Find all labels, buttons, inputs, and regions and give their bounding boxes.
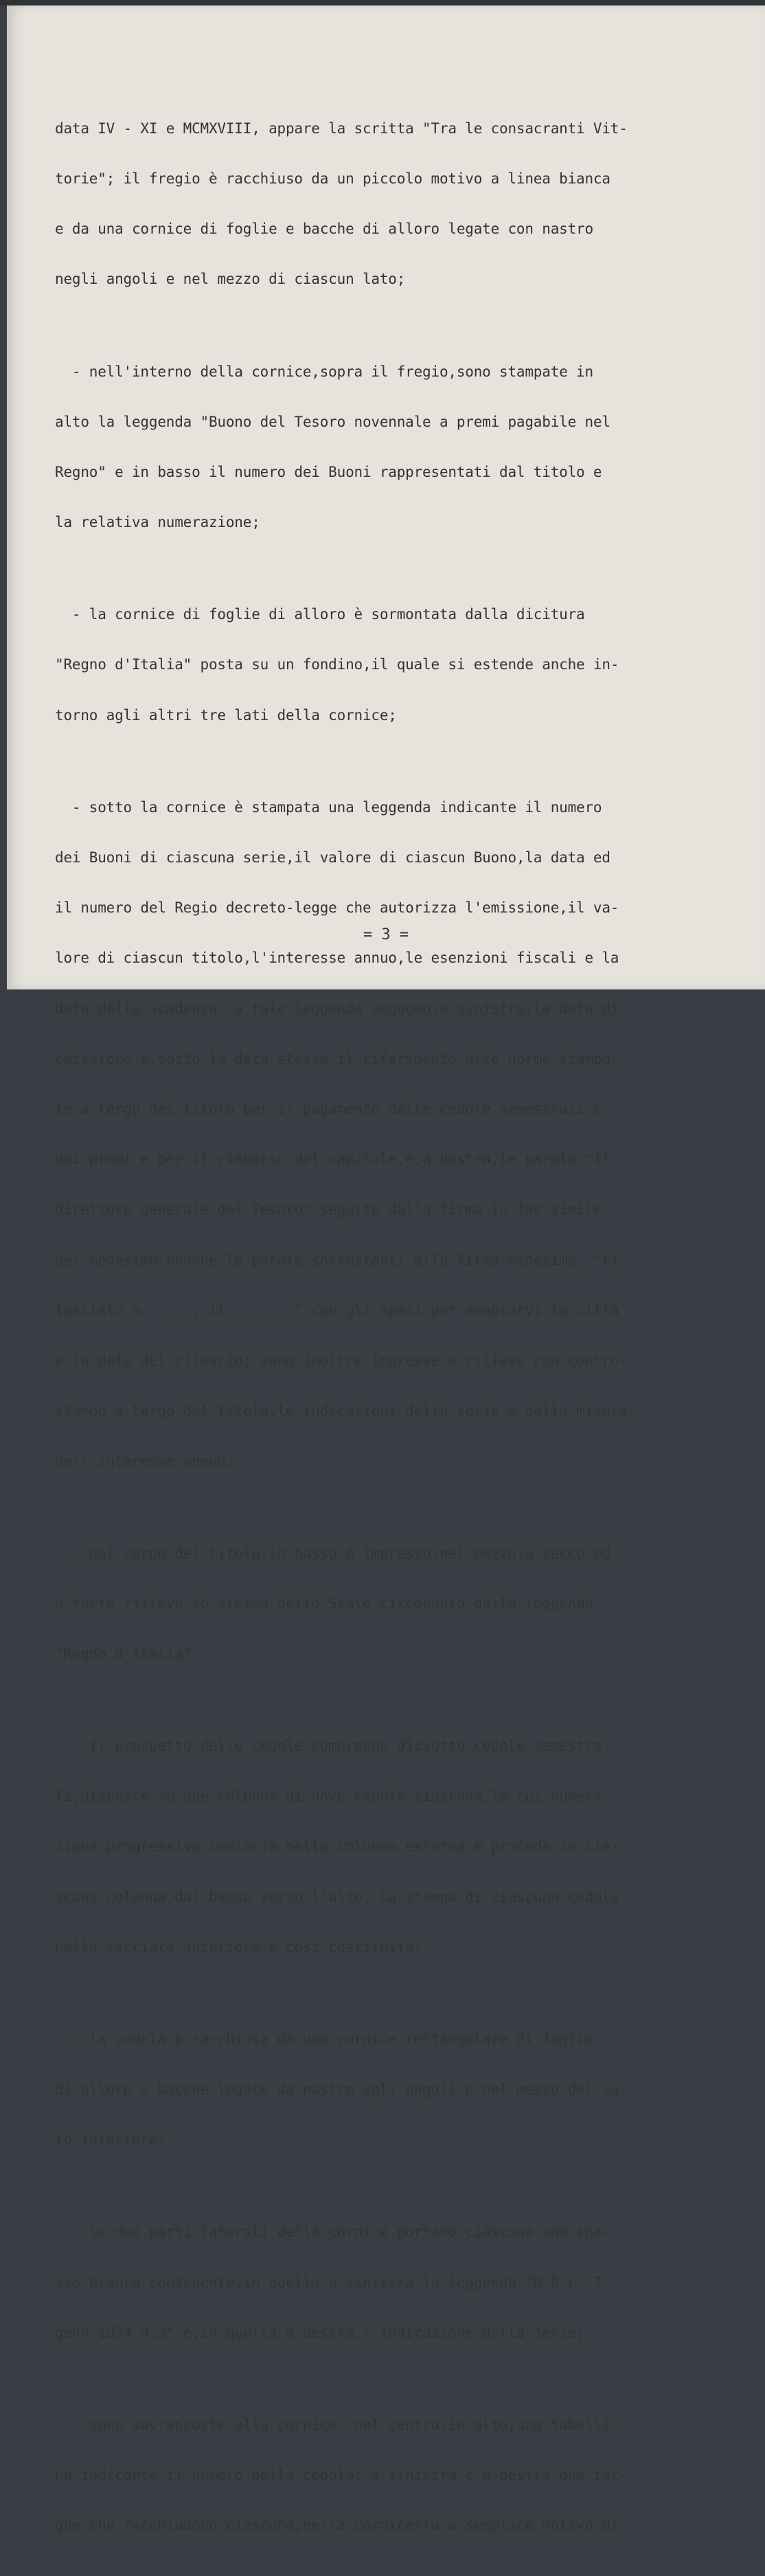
text-line: lore di ciascun titolo,l'interesse annuo,le esenzioni fiscali e la <box>55 950 619 967</box>
text-line: Il prospetto delle cedole comprende diciotto cedole semestra- <box>55 1738 610 1754</box>
text-line: direttore generale del Tesoro" seguite dalla firma in fac-simile <box>55 1201 602 1218</box>
text-line: data della scadenza; a tale leggenda seguono,a sinistra,la data di <box>55 1000 619 1017</box>
paragraph-2 <box>55 330 684 565</box>
text-line: lasciato a .......il ......." con gli spazi per annotarvi la città <box>55 1301 619 1319</box>
document-page <box>7 5 765 2534</box>
paragraph-1 <box>55 87 684 322</box>
text-line: - nell'interno della cornice,sopra il fregio,sono stampate in <box>55 363 593 380</box>
text-line: "Regno d'Italia". <box>55 1645 201 1662</box>
text-line: na indicante il numero della cedola; a sinistra e a destra due tar- <box>55 2467 628 2484</box>
text-line: torie"; il fregio è racchiuso da un piccolo motivo a linea bianca <box>55 170 610 188</box>
paragraph-8 <box>55 2191 684 2375</box>
text-line: "Regno d'Italia" posta su un fondino,il quale si estende anche in- <box>55 656 619 673</box>
text-line: - nel corpo del titolo,in basso,è impresso,nel mezzo,a secco ed <box>55 1545 610 1562</box>
text-line: dei Buoni di ciascuna serie,il valore di ciascun Buono,la data ed <box>55 849 610 866</box>
text-line: emissione e,sotto la data stessa,il riferimento alle norme stampa- <box>55 1050 619 1067</box>
text-line: del medesimo,nonchè le parole,sottostanti alla firma medesima, "ri- <box>55 1251 628 1268</box>
text-line: scuna colonna,dal basso verso l'alto. La stampa di ciascuna cedola <box>55 1888 619 1905</box>
text-line: negli angoli e nel mezzo di ciascun lato; <box>55 271 406 288</box>
text-line: te a tergo del titolo per il pagamento delle cedole semestrali e <box>55 1100 602 1117</box>
text-line: stampo a tergo del titolo,le indicazioni della serie e della misura <box>55 1402 628 1420</box>
text-line: zio bianco contenente,in quella a sinistra,la leggenda "R.D.L. 7 <box>55 2274 602 2291</box>
text-line: dei premi e per il rimborso del capitale,e,a destra,le parole "Il <box>55 1151 610 1168</box>
text-line: e da una cornice di foglie e bacche di alloro legate con nastro <box>55 221 593 238</box>
paragraph-9 <box>55 2383 684 2567</box>
paragraph-4 <box>55 765 684 1503</box>
paragraph-3 <box>55 572 684 757</box>
text-line: zione progressiva comincia nella colonna esterna e procede,in cia- <box>55 1838 619 1855</box>
text-line: Regno" e in basso il numero dei Buoni rappresentati dal titolo e <box>55 463 602 480</box>
body-text <box>55 87 684 2576</box>
text-line: li,disposte su due colonne di nove cedole ciascuna,la cui numera- <box>55 1788 610 1805</box>
text-line: torno agli altri tre lati della cornice; <box>55 706 397 724</box>
text-line: data IV - XI e MCMXVIII, appare la scritta "Tra le consacranti Vit- <box>55 120 628 137</box>
text-line: to inferiore; <box>55 2131 166 2149</box>
text-line: e la data del rilascio; sono inoltre impresse a rilievo con contro- <box>55 1352 628 1369</box>
paragraph-7 <box>55 1997 684 2182</box>
text-line: - sono sovrapposte alla cornice: nel centro,in alto,una tabelli- <box>55 2416 619 2433</box>
text-line: genn.1934 n.3" e,in quella a destra,l'indicazione della serie; <box>55 2324 585 2341</box>
text-line: - le due parti laterali della cornice portano ciascuna uno spa- <box>55 2224 610 2241</box>
text-line: dell'interesse annuo; <box>55 1453 235 1470</box>
paragraph-6 <box>55 1704 684 1989</box>
text-line: il numero del Regio decreto-legge che autorizza l'emissione,il va- <box>55 899 619 917</box>
text-line: alto la leggenda "Buono del Tesoro novennale a premi pagabile nel <box>55 413 610 430</box>
text-line: - sotto la cornice è stampata una leggenda indicante il numero <box>55 798 602 816</box>
paragraph-5 <box>55 1512 684 1696</box>
text-line: la relativa numerazione; <box>55 514 260 531</box>
page-number: = 3 = <box>363 926 409 943</box>
text-line: - la cornice di foglie di alloro è sormontata dalla dicitura <box>55 606 585 623</box>
text-line: a forte rilievo,lo stemma dello Stato circondato dalla leggenda <box>55 1595 593 1612</box>
scanner-edge <box>0 0 765 5</box>
text-line: nella facciata anteriore è così costituita: <box>55 1938 423 1956</box>
text-line: di alloro e bacche legate da nastro agli angoli e nel mezzo del la- <box>55 2081 628 2098</box>
text-line: ghe che racchiudono ciascuna,nella cornicetta a semplice motivo di <box>55 2517 619 2534</box>
text-line: - la cedola è racchiusa da una cornice rettangolare di foglie <box>55 2030 593 2048</box>
